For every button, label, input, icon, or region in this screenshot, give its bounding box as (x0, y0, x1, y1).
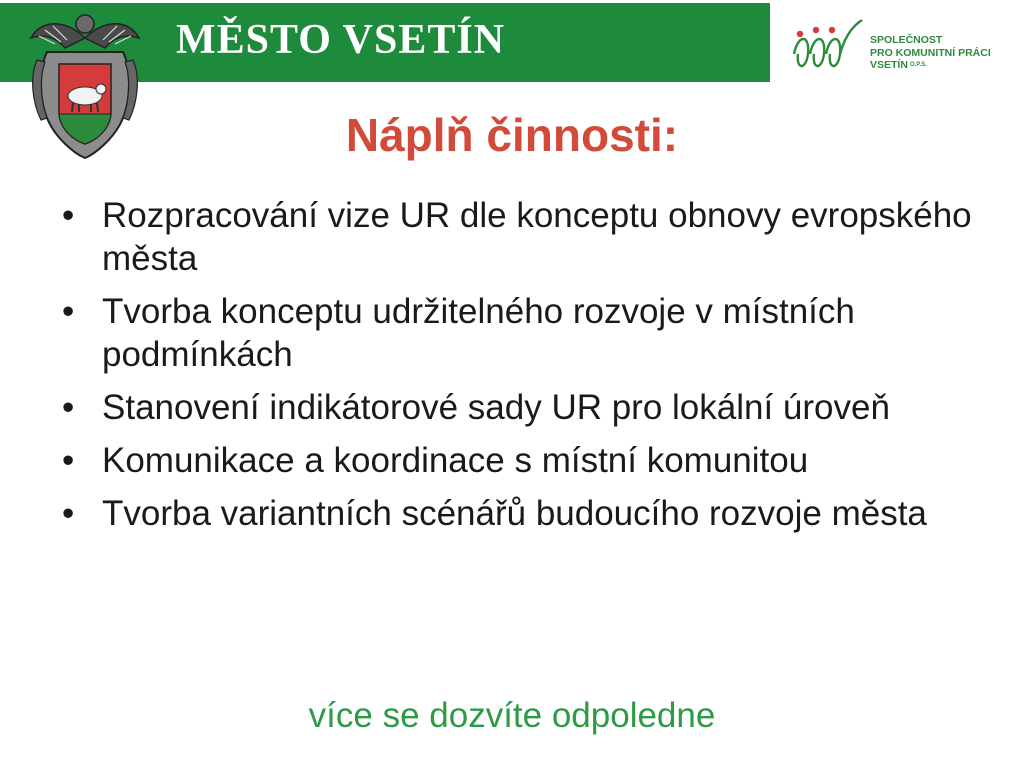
bullet-icon: • (62, 388, 75, 427)
list-item (60, 492, 990, 535)
partner-line-3: VSETÍN $^{O.P.S.}$ (870, 59, 927, 71)
partner-people-icon (788, 14, 866, 78)
bullet-icon: • (62, 292, 75, 331)
partner-line-1: SPOLEČNOST (870, 34, 943, 46)
list-item-text: Tvorba variantních scénářů budoucího rozvoje města (102, 494, 927, 533)
footer-note: více se dozvíte odpoledne (308, 696, 716, 735)
partner-name (870, 34, 991, 72)
city-title: MĚSTO VSETÍN (176, 17, 506, 63)
bullet-icon: • (62, 494, 75, 533)
slide-heading: Náplň činnosti: (345, 109, 679, 161)
list-item (60, 386, 990, 429)
list-item-text: Tvorba konceptu udržitelného rozvoje v místních podmínkách (102, 292, 855, 374)
list-item-text: Komunikace a koordinace s místní komunitou (102, 441, 809, 480)
partner-line-2: PRO KOMUNITNÍ PRÁCI (870, 46, 991, 59)
list-item-text: Rozpracování vize UR dle konceptu obnovy evropského města (102, 196, 972, 278)
list-item-text: Stanovení indikátorové sady UR pro lokální úroveň (102, 388, 890, 427)
partner-suffix: O.P.S. (909, 62, 927, 68)
list-item (60, 194, 990, 280)
bullet-icon: • (62, 196, 75, 235)
bullet-list (60, 194, 990, 545)
partner-logo (788, 14, 1018, 84)
list-item (60, 290, 990, 376)
list-item (60, 439, 990, 482)
bullet-icon: • (62, 441, 75, 480)
